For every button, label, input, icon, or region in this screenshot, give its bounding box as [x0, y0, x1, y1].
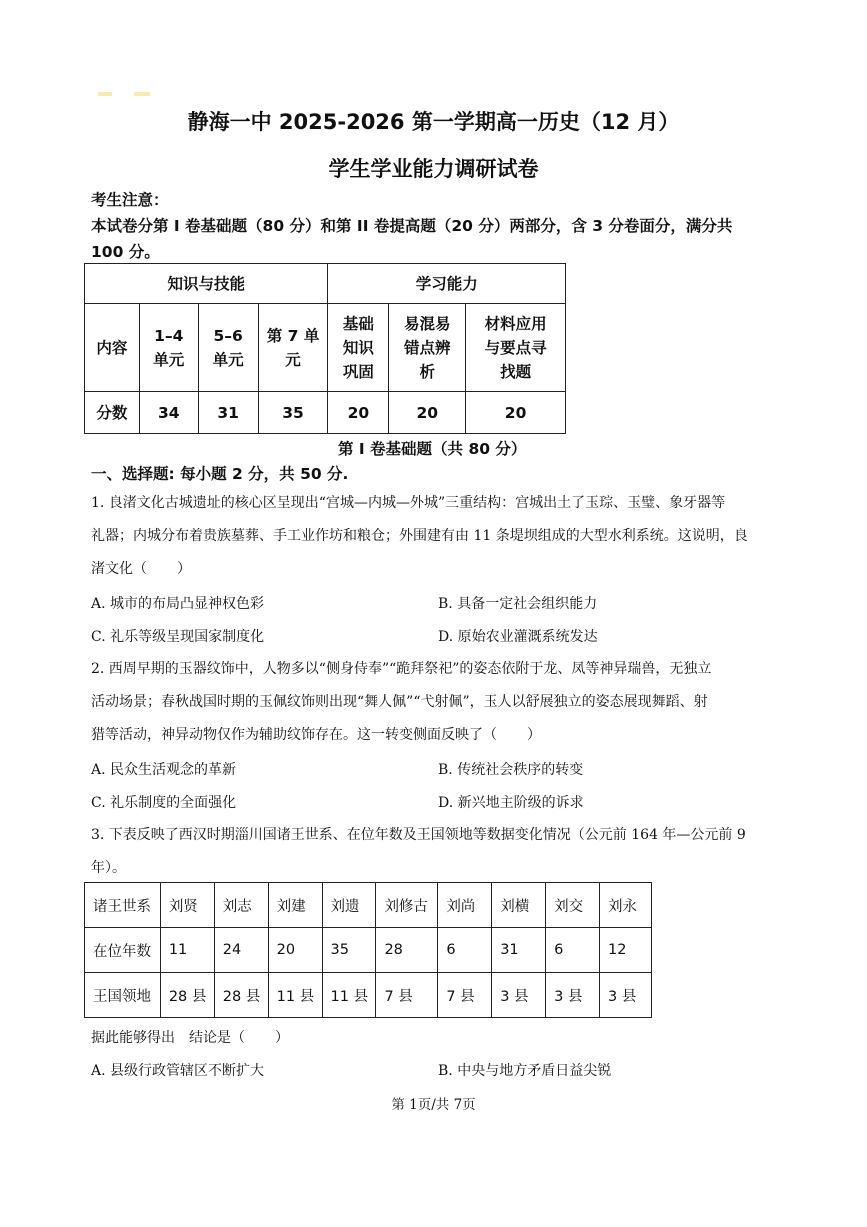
notice-heading: 考生注意： [91, 191, 169, 209]
score-cell: 20 [328, 392, 389, 434]
table-cell: 刘横 [492, 883, 546, 928]
table-cell: 7 县 [376, 973, 438, 1018]
q2-option-a: A. 民众生活观念的革新 [91, 762, 237, 778]
table-cell: 7 县 [438, 973, 492, 1018]
table-row [85, 883, 652, 928]
table-cell: 11 [160, 928, 214, 973]
notice-line-2: 100 分。 [91, 243, 160, 261]
score-cell: 35 [258, 392, 328, 434]
q1-line-1: 1. 良渚文化古城遗址的核心区呈现出“宫城—内城—外城”三重结构：宫城出土了玉琮、玉璧、象牙器等 [91, 495, 726, 511]
q2-option-c: C. 礼乐制度的全面强化 [91, 795, 237, 811]
col-header: 易混易 错点辨 析 [389, 304, 466, 392]
table-cell: 28 县 [214, 973, 268, 1018]
q1-line-3: 渚文化（ ） [91, 561, 191, 577]
col-header: 1–4 单元 [139, 304, 198, 392]
q1-line-2: 礼器；内城分布着贵族墓葬、手工业作坊和粮仓；外围建有由 11 条堤坝组成的大型水利系统。这说明，良 [91, 528, 748, 544]
table-cell: 28 县 [160, 973, 214, 1018]
table-cell: 刘永 [600, 883, 652, 928]
table-cell: 6 [438, 928, 492, 973]
part-title: 一、选择题: 每小题 2 分，共 50 分. [91, 465, 349, 483]
highlight-mark [98, 92, 158, 96]
group-learning-ability: 学习能力 [328, 264, 566, 304]
notice-line-1: 本试卷分第 I 卷基础题（80 分）和第 II 卷提高题（20 分）两部分，含 3 分卷面分，满分共 [91, 217, 733, 235]
table-cell: 20 [268, 928, 322, 973]
q2-option-d: D. 新兴地主阶级的诉求 [438, 795, 584, 811]
q2-line-1: 2. 西周早期的玉器纹饰中，人物多以“侧身侍奉”“跪拜祭祀”的姿态依附于龙、凤等神异瑞兽，无独立 [91, 661, 712, 677]
row-label-score: 分数 [85, 392, 140, 434]
col-header: 基础 知识 巩固 [328, 304, 389, 392]
table-cell: 31 [492, 928, 546, 973]
score-table [84, 263, 566, 434]
exam-subtitle: 学生学业能力调研试卷 [328, 157, 539, 181]
table-cell: 3 县 [600, 973, 652, 1018]
table-cell: 王国领地 [85, 973, 161, 1018]
col-header: 第 7 单 元 [258, 304, 328, 392]
col-header: 材料应用 与要点寻 找题 [466, 304, 566, 392]
score-cell: 34 [139, 392, 198, 434]
table-cell: 6 [546, 928, 600, 973]
score-cell: 20 [389, 392, 466, 434]
q3-line-2: 年）。 [91, 860, 126, 876]
table-cell: 刘贤 [160, 883, 214, 928]
group-knowledge-skills: 知识与技能 [85, 264, 328, 304]
table-cell: 刘修古 [376, 883, 438, 928]
table-cell: 11 县 [268, 973, 322, 1018]
table-cell: 在位年数 [85, 928, 161, 973]
score-cell: 20 [466, 392, 566, 434]
table-row [85, 928, 652, 973]
table-cell: 刘建 [268, 883, 322, 928]
table-cell: 35 [322, 928, 376, 973]
table-cell: 11 县 [322, 973, 376, 1018]
table-cell: 28 [376, 928, 438, 973]
q3-option-b: B. 中央与地方矛盾日益尖锐 [438, 1063, 612, 1079]
q3-stem: 据此能够得出 结论是（ ） [91, 1030, 289, 1046]
q1-option-d: D. 原始农业灌溉系统发达 [438, 629, 598, 645]
table-cell: 诸王世系 [85, 883, 161, 928]
table-cell: 12 [600, 928, 652, 973]
table-cell: 3 县 [546, 973, 600, 1018]
section-title: 第 I 卷基础题（共 80 分） [338, 440, 527, 458]
q1-option-a: A. 城市的布局凸显神权色彩 [91, 596, 265, 612]
table-cell: 刘志 [214, 883, 268, 928]
page-footer: 第 1页/共 7页 [391, 1097, 476, 1113]
q3-data-table [84, 882, 652, 1018]
q1-option-c: C. 礼乐等级呈现国家制度化 [91, 629, 265, 645]
table-cell: 刘交 [546, 883, 600, 928]
q3-line-1: 3. 下表反映了西汉时期淄川国诸王世系、在位年数及王国领地等数据变化情况（公元前 164 年—公元前 9 [91, 827, 746, 843]
col-header: 5–6 单元 [198, 304, 258, 392]
table-cell: 3 县 [492, 973, 546, 1018]
q2-line-2: 活动场景；春秋战国时期的玉佩纹饰则出现“舞人佩”“弋射佩”，玉人以舒展独立的姿态展现舞蹈、射 [91, 694, 708, 710]
row-label-content: 内容 [85, 304, 140, 392]
table-cell: 刘遗 [322, 883, 376, 928]
score-cell: 31 [198, 392, 258, 434]
q2-line-3: 猎等活动，神异动物仅作为辅助纹饰存在。这一转变侧面反映了（ ） [91, 727, 541, 743]
exam-title: 静海一中 2025-2026 第一学期高一历史（12 月） [187, 110, 680, 134]
q3-option-a: A. 县级行政管辖区不断扩大 [91, 1063, 265, 1079]
table-cell: 刘尚 [438, 883, 492, 928]
table-row [85, 973, 652, 1018]
table-cell: 24 [214, 928, 268, 973]
q1-option-b: B. 具备一定社会组织能力 [438, 596, 598, 612]
q2-option-b: B. 传统社会秩序的转变 [438, 762, 584, 778]
